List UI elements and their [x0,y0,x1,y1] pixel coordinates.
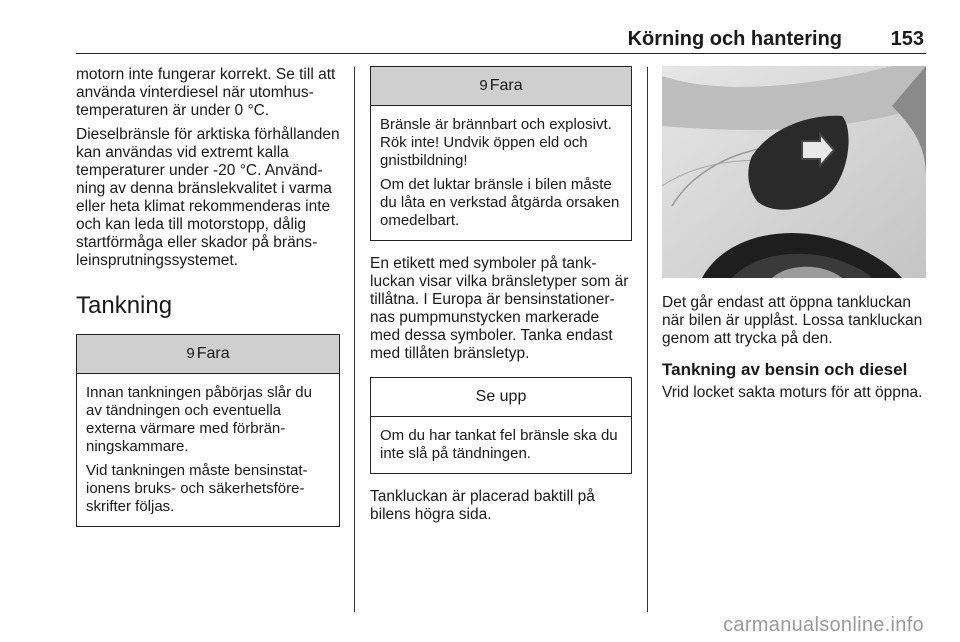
paragraph: Det går endast att öppna tankluckan när bilen är upplåst. Lossa tankluckan genom att trycka på den. [662,294,923,347]
caution-box-header [371,378,631,417]
paragraph: Tankluckan är placerad baktill på bilens högra sida. [370,488,595,523]
danger-box-header [371,67,631,106]
column-divider-1 [354,67,355,612]
danger-box-body [77,374,339,526]
paragraph: Dieselbränsle för arktiska förhållanden kan användas vid extremt kalla temperaturer under -20 °C. Användning av denna bränslekvalitet i varma eller heta klimat rekommenderas inte och kan leda till motorstopp, dålig startförmåga eller skador på bränsleinsprutningssystemet. [76,126,340,269]
section-heading: Tankning [76,292,173,319]
column-divider-2 [647,67,648,612]
paragraph: Vrid locket sakta moturs för att öppna. [662,384,923,401]
danger-box-header [77,335,339,374]
column-2 [370,66,632,530]
danger-box [370,66,632,241]
paragraph: En etikett med symboler på tankluckan visar vilka bränsletyper som är tillåtna. I Europa är bensinstationernas pumpmunstycken markerade med dessa symboler. Tanka endast med tillåten bränsletyp. [370,255,629,362]
warning-icon: 9 [479,77,488,94]
paragraph: motorn inte fungerar korrekt. Se till att använda vinterdiesel när utomhustemperaturen är under 0 °C. [76,66,336,119]
page-header [76,28,924,50]
paragraph: Om det luktar bränsle i bilen måste du låta en verkstad åtgärda orsaken omedelbart. [380,176,620,229]
page-number: 153 [890,28,924,50]
paragraph: Bränsle är brännbart och explosivt. Rök inte! Undvik öppen eld och gnistbildning! [380,116,612,169]
column-1 [76,66,340,541]
danger-box [76,334,340,527]
fuel-door-illustration [662,66,926,278]
paragraph: Vid tankningen måste bensinstationens bruks- och säkerhetsföreskrifter följas. [86,462,308,515]
warning-icon: 9 [186,345,195,362]
header-rule [76,53,926,54]
sub-heading: Tankning av bensin och diesel [662,360,908,379]
danger-box-title: Fara [489,77,523,94]
fuel-door-icon [662,66,926,278]
running-header-title: Körning och hantering [627,28,842,50]
column-3 [662,66,926,408]
danger-box-title: Fara [196,345,230,362]
danger-box-body [371,106,631,240]
watermark: carmanualsonline.info [723,614,924,636]
paragraph: Innan tankningen påbörjas slår du av tändningen och eventuella externa värmare med förbränningskammare. [86,384,312,455]
paragraph: Om du har tankat fel bränsle ska du inte slå på tändningen. [380,427,618,462]
caution-box-title: Se upp [475,388,527,405]
caution-box [370,377,632,474]
caution-box-body [371,417,631,473]
